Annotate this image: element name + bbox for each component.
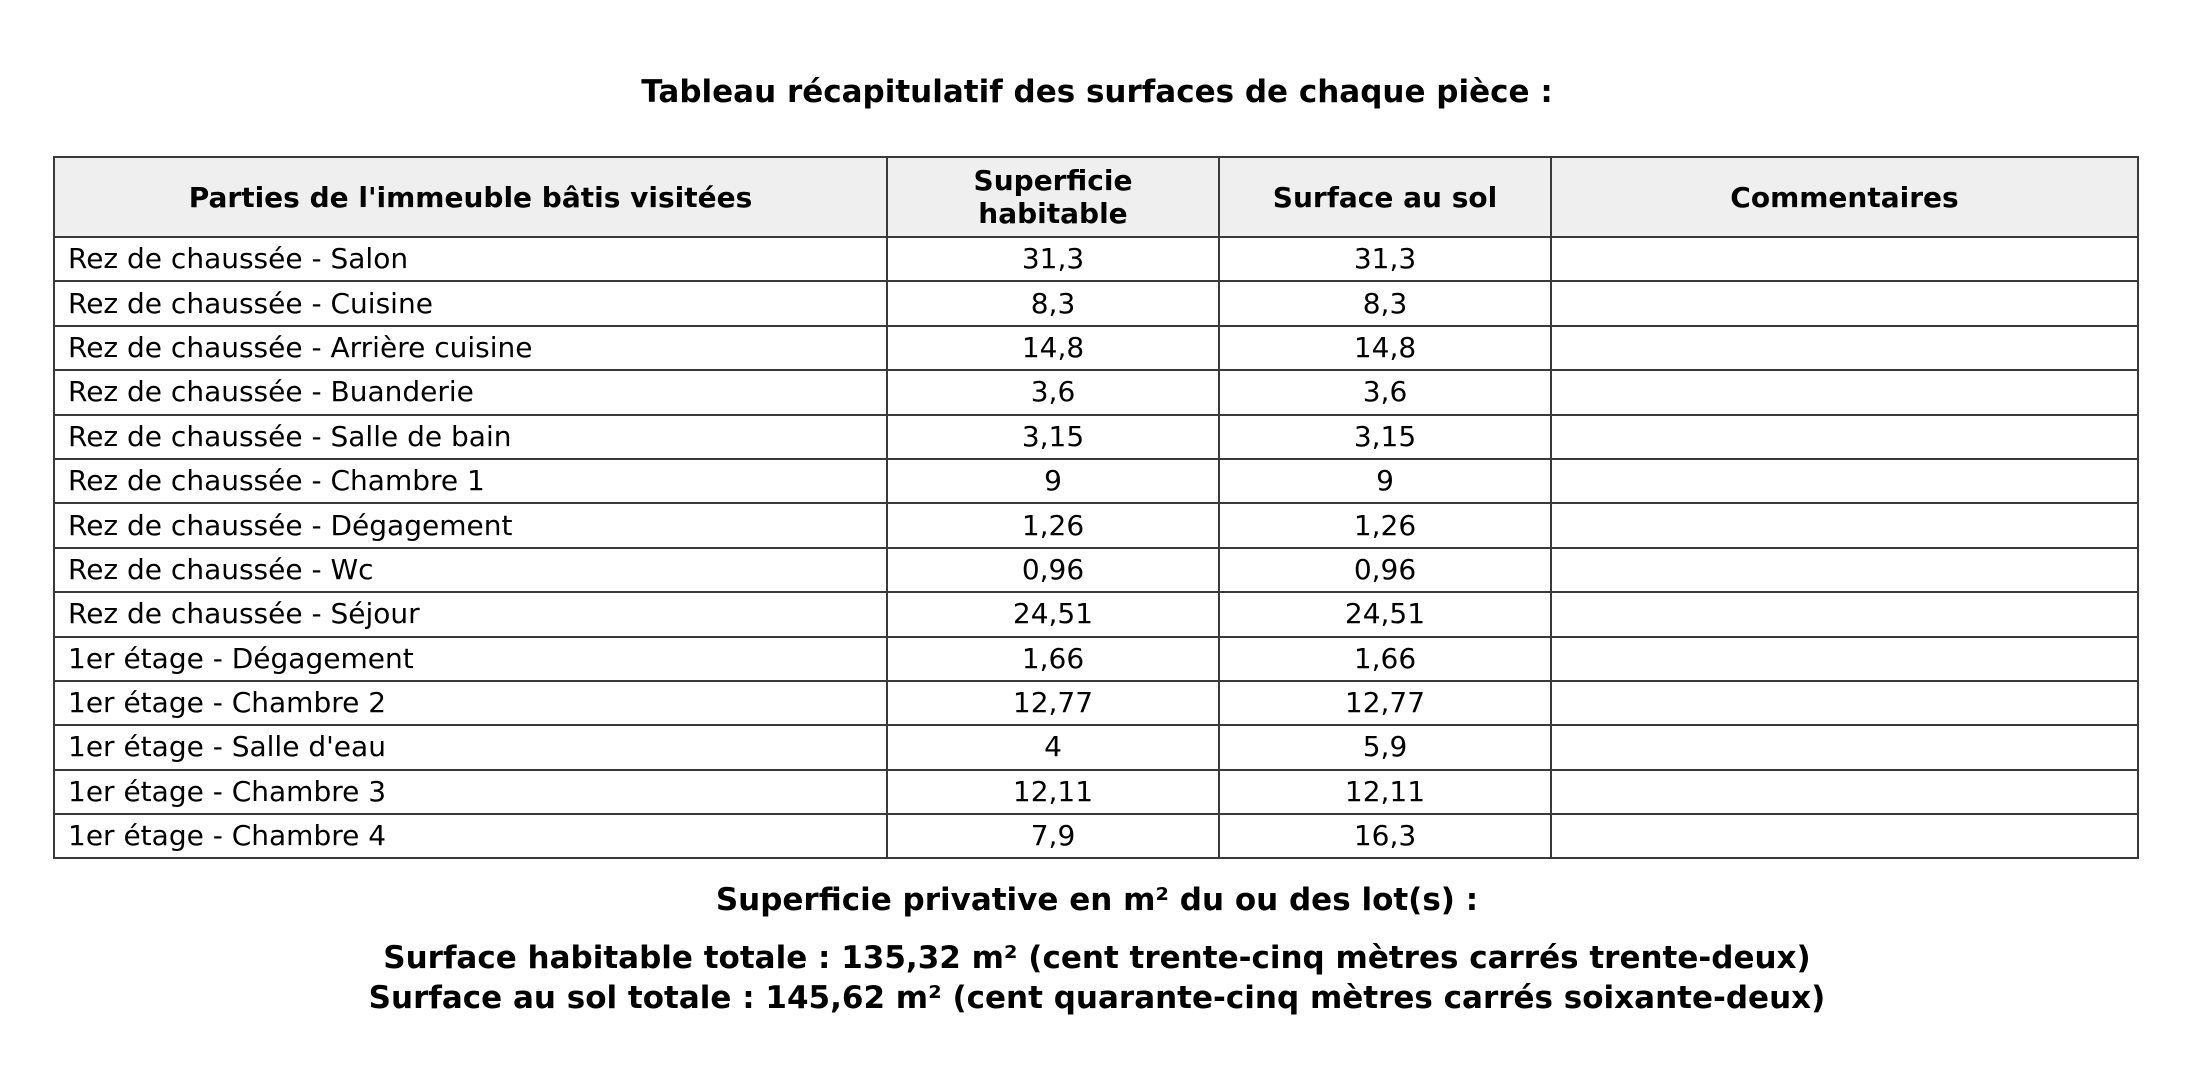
ground-cell: 9 [1219,459,1551,503]
comment-cell [1551,503,2138,547]
room-cell: Rez de chaussée - Dégagement [54,503,887,547]
comment-cell [1551,814,2138,858]
comment-cell [1551,237,2138,281]
comment-cell [1551,415,2138,459]
room-cell: Rez de chaussée - Salon [54,237,887,281]
room-cell: Rez de chaussée - Séjour [54,592,887,636]
comment-cell [1551,770,2138,814]
ground-cell: 1,66 [1219,637,1551,681]
table-row [54,681,2138,725]
header-ground: Surface au sol [1219,157,1551,237]
table-header [54,157,2138,237]
habitable-cell: 3,6 [887,370,1219,414]
habitable-cell: 1,66 [887,637,1219,681]
ground-cell: 3,6 [1219,370,1551,414]
comment-cell [1551,370,2138,414]
table-body [54,237,2138,858]
comment-cell [1551,326,2138,370]
table-row [54,459,2138,503]
room-cell: Rez de chaussée - Chambre 1 [54,459,887,503]
table-row [54,370,2138,414]
header-habitable-line2: habitable [978,197,1128,230]
habitable-cell: 0,96 [887,548,1219,592]
table-row [54,415,2138,459]
summary-habitable-total: Surface habitable totale : 135,32 m² (cent trente-cinq mètres carrés trente-deux) [383,940,1811,976]
habitable-cell: 12,11 [887,770,1219,814]
table-row [54,725,2138,769]
table-row [54,237,2138,281]
comment-cell [1551,592,2138,636]
habitable-cell: 3,15 [887,415,1219,459]
surface-table [53,156,2139,859]
ground-cell: 12,77 [1219,681,1551,725]
room-cell: 1er étage - Chambre 3 [54,770,887,814]
room-cell: Rez de chaussée - Arrière cuisine [54,326,887,370]
room-cell: Rez de chaussée - Wc [54,548,887,592]
room-cell: 1er étage - Chambre 4 [54,814,887,858]
habitable-cell: 8,3 [887,281,1219,325]
table-row [54,770,2138,814]
room-cell: 1er étage - Dégagement [54,637,887,681]
habitable-cell: 31,3 [887,237,1219,281]
room-cell: Rez de chaussée - Salle de bain [54,415,887,459]
comment-cell [1551,681,2138,725]
ground-cell: 16,3 [1219,814,1551,858]
ground-cell: 31,3 [1219,237,1551,281]
table-row [54,548,2138,592]
page-title: Tableau récapitulatif des surfaces de chaque pièce : [641,74,1553,110]
table-row [54,637,2138,681]
habitable-cell: 14,8 [887,326,1219,370]
room-cell: Rez de chaussée - Cuisine [54,281,887,325]
ground-cell: 0,96 [1219,548,1551,592]
summary-ground-total: Surface au sol totale : 145,62 m² (cent quarante-cinq mètres carrés soixante-deux) [368,980,1826,1016]
habitable-cell: 12,77 [887,681,1219,725]
habitable-cell: 4 [887,725,1219,769]
header-habitable-line1: Superficie [973,164,1133,197]
header-room: Parties de l'immeuble bâtis visitées [54,157,887,237]
comment-cell [1551,459,2138,503]
habitable-cell: 9 [887,459,1219,503]
table-row [54,814,2138,858]
ground-cell: 8,3 [1219,281,1551,325]
table-header-row [54,157,2138,237]
room-cell: 1er étage - Chambre 2 [54,681,887,725]
room-cell: Rez de chaussée - Buanderie [54,370,887,414]
comment-cell [1551,548,2138,592]
room-cell: 1er étage - Salle d'eau [54,725,887,769]
table-row [54,326,2138,370]
comment-cell [1551,725,2138,769]
table-row [54,592,2138,636]
habitable-cell: 24,51 [887,592,1219,636]
header-habitable [887,157,1219,237]
ground-cell: 3,15 [1219,415,1551,459]
table-row [54,503,2138,547]
ground-cell: 5,9 [1219,725,1551,769]
comment-cell [1551,281,2138,325]
ground-cell: 12,11 [1219,770,1551,814]
summary-heading: Superficie privative en m² du ou des lot(s) : [715,882,1479,918]
header-comments: Commentaires [1551,157,2138,237]
habitable-cell: 7,9 [887,814,1219,858]
habitable-cell: 1,26 [887,503,1219,547]
comment-cell [1551,637,2138,681]
ground-cell: 14,8 [1219,326,1551,370]
ground-cell: 24,51 [1219,592,1551,636]
table-row [54,281,2138,325]
ground-cell: 1,26 [1219,503,1551,547]
